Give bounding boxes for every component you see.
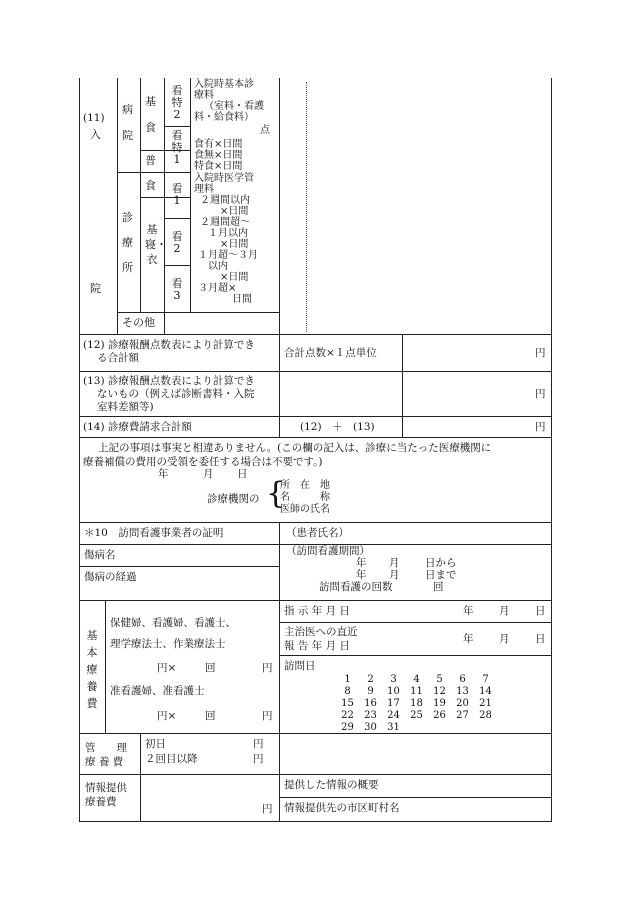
period-from-year: 年 xyxy=(356,557,367,569)
calendar-day: 8 xyxy=(344,686,351,697)
disease-course-label: 傷病の経過 xyxy=(84,571,137,583)
basic-row-1: 保健婦、看護婦、看護士、 xyxy=(110,617,236,629)
calendar-day: 3 xyxy=(390,674,397,685)
calendar-day: 1 xyxy=(344,674,351,685)
kan1-label: 看1 xyxy=(171,182,183,207)
basic-care-label: 基 本 療 養 費 xyxy=(86,629,98,710)
calendar-row-3 xyxy=(336,698,497,709)
period-to-month: 月 xyxy=(389,569,400,581)
clinic-management-fee-text: 入院時医学管 理料 ２週間以内 ×日間 ２週間超～ １月以内 ×日間 １月超～３月 以内 ×日間 ３月超× 日間 xyxy=(194,173,258,305)
hospital-point-unit: 点 xyxy=(260,125,270,136)
kishin-label: 基寝・衣 xyxy=(145,223,167,266)
report-month: 月 xyxy=(499,633,510,645)
disease-label: 傷病名 xyxy=(84,549,116,561)
calendar-day: 18 xyxy=(410,698,423,709)
instruction-month: 月 xyxy=(499,605,510,617)
kanto2-label: 看特2 xyxy=(171,84,183,121)
s14-yen: 円 xyxy=(535,421,546,433)
calendar-day: 16 xyxy=(364,698,377,709)
calendar-day: 24 xyxy=(387,710,400,721)
hospital-basic-fee-text: 入院時基本診 療料 （室料・看護 料・給食料） xyxy=(194,79,264,123)
report-day: 日 xyxy=(535,633,546,645)
calendar-row-5 xyxy=(336,722,405,733)
kijun-label: 基 xyxy=(145,95,156,108)
s13-label-3: 室料差額等) xyxy=(97,401,154,413)
s14-label: (14) 診療費請求合計額 xyxy=(83,421,192,433)
kan2-label: 看2 xyxy=(171,230,183,255)
meal-fee-text: 食有×日間 食無×日間 特食×日間 xyxy=(194,139,243,172)
institution-address-label: 所 在 地 xyxy=(280,480,330,491)
calendar-day: 9 xyxy=(367,686,374,697)
visit-period-label: （訪問看護期間） xyxy=(286,545,370,557)
basic-kai-2: 回 xyxy=(205,710,216,722)
visit-title: ＊10 訪問看護事業者の証明 xyxy=(84,527,224,539)
institution-label: 診療機関の xyxy=(207,493,260,505)
calendar-day: 22 xyxy=(341,710,354,721)
clinic-label-shin: 診 xyxy=(122,211,133,224)
period-from-month: 月 xyxy=(389,557,400,569)
visit-count-unit: 回 xyxy=(433,581,444,593)
calendar-day: 26 xyxy=(433,710,446,721)
sonota-label: その他 xyxy=(122,316,155,329)
shoku2-label: 食 xyxy=(145,179,156,192)
mgmt-first-day: 初日 xyxy=(145,738,166,750)
instruction-day: 日 xyxy=(535,605,546,617)
calendar-day: 17 xyxy=(387,698,400,709)
mgmt-second-day: ２回目以降 xyxy=(145,753,198,765)
basic-yen-x-2: 円× xyxy=(157,710,177,722)
basic-en-1: 円 xyxy=(262,662,273,674)
s12-label-2: る合計額 xyxy=(97,352,139,364)
calendar-day: 27 xyxy=(456,710,469,721)
basic-en-2: 円 xyxy=(262,710,273,722)
period-from-day: 日から xyxy=(425,557,457,569)
info-city-label: 情報提供先の市区町村名 xyxy=(284,802,400,814)
calendar-day: 25 xyxy=(410,710,423,721)
calendar-day: 14 xyxy=(479,686,492,697)
mgmt-second-yen: 円 xyxy=(253,753,264,765)
clinic-label-ryo: 療 xyxy=(122,236,133,249)
declaration-year: 年 xyxy=(158,468,169,480)
period-to-year: 年 xyxy=(356,569,367,581)
instruction-year: 年 xyxy=(463,605,474,617)
declaration-line-2: 療養補償の費用の受領を委任する場合は不要です。) xyxy=(83,456,323,468)
s12-yen: 円 xyxy=(535,347,546,359)
calendar-day: 31 xyxy=(387,722,400,733)
calendar-day: 6 xyxy=(459,674,466,685)
clinic-label-sho: 所 xyxy=(122,261,133,274)
info-label-1: 情報提供 xyxy=(85,782,127,794)
s12-calc: 合計点数×１点単位 xyxy=(284,347,377,359)
info-summary-label: 提供した情報の概要 xyxy=(284,779,379,791)
s13-label-1: (13) 診療報酬点数表により計算でき xyxy=(83,375,255,387)
calendar-day: 29 xyxy=(341,722,354,733)
calendar-day: 10 xyxy=(387,686,400,697)
info-label-2: 療養費 xyxy=(85,796,117,808)
futsu-label: 普 xyxy=(145,154,156,167)
shoku-label: 食 xyxy=(145,121,156,134)
calendar-day: 2 xyxy=(367,674,374,685)
calendar-day: 7 xyxy=(482,674,489,685)
mgmt-label-1: 管 理 xyxy=(85,742,127,754)
mgmt-label-2: 療 養 費 xyxy=(85,756,124,768)
basic-kai-1: 回 xyxy=(205,662,216,674)
declaration-line-1: 上記の事項は事実と相違ありません。(この欄の記入は、診療に当たった医療機関に xyxy=(98,442,492,454)
kan3-label: 看3 xyxy=(171,277,183,302)
mgmt-first-yen: 円 xyxy=(253,738,264,750)
s13-label-2: ないもの（例えば診断書料・入院 xyxy=(97,388,255,400)
brace-icon: { xyxy=(266,476,286,511)
calendar-day: 12 xyxy=(433,686,446,697)
s14-formula: (12) ＋ (13) xyxy=(300,421,375,433)
calendar-day: 15 xyxy=(341,698,354,709)
institution-name-label: 名 称 xyxy=(280,492,330,503)
visit-days-label: 訪問日 xyxy=(284,660,316,672)
declaration-month: 月 xyxy=(203,468,214,480)
calendar-day: 23 xyxy=(364,710,377,721)
calendar-day: 21 xyxy=(479,698,492,709)
calendar-day: 28 xyxy=(479,710,492,721)
kanto1-label: 看特1 xyxy=(171,129,183,166)
calendar-day: 4 xyxy=(413,674,420,685)
declaration-day: 日 xyxy=(237,468,248,480)
hospital-label-byo: 病 xyxy=(122,103,133,116)
hospital-label-in: 院 xyxy=(122,129,133,142)
s13-yen: 円 xyxy=(535,388,546,400)
basic-row-2: 理学療法士、作業療法士 xyxy=(110,638,226,650)
s11-in: 院 xyxy=(90,282,101,295)
calendar-row-1 xyxy=(336,674,497,685)
info-yen: 円 xyxy=(262,803,273,815)
calendar-day: 19 xyxy=(433,698,446,709)
calendar-day: 11 xyxy=(410,686,423,697)
s11-number: (11) xyxy=(83,112,105,124)
visit-count-label: 訪問看護の回数 xyxy=(319,581,393,593)
calendar-row-2 xyxy=(336,686,497,697)
calendar-day: 20 xyxy=(456,698,469,709)
calendar-row-4 xyxy=(336,710,497,721)
s12-label-1: (12) 診療報酬点数表により計算でき xyxy=(83,339,255,351)
calendar-day: 30 xyxy=(364,722,377,733)
report-year: 年 xyxy=(463,633,474,645)
calendar-day: 13 xyxy=(456,686,469,697)
s11-nyu: 入 xyxy=(90,128,101,141)
doctor-name-label: 医師の氏名 xyxy=(280,504,330,515)
calendar-day: 5 xyxy=(436,674,443,685)
report-label-1: 主治医への直近 xyxy=(284,626,358,638)
basic-yen-x-1: 円× xyxy=(157,662,177,674)
patient-name-label: （患者氏名） xyxy=(286,527,349,539)
basic-row-3: 准看護婦、准看護士 xyxy=(110,685,205,697)
instruction-date-label: 指 示 年 月 日 xyxy=(284,605,350,617)
period-to-day: 日まで xyxy=(425,569,457,581)
report-label-2: 報 告 年 月 日 xyxy=(284,640,350,652)
